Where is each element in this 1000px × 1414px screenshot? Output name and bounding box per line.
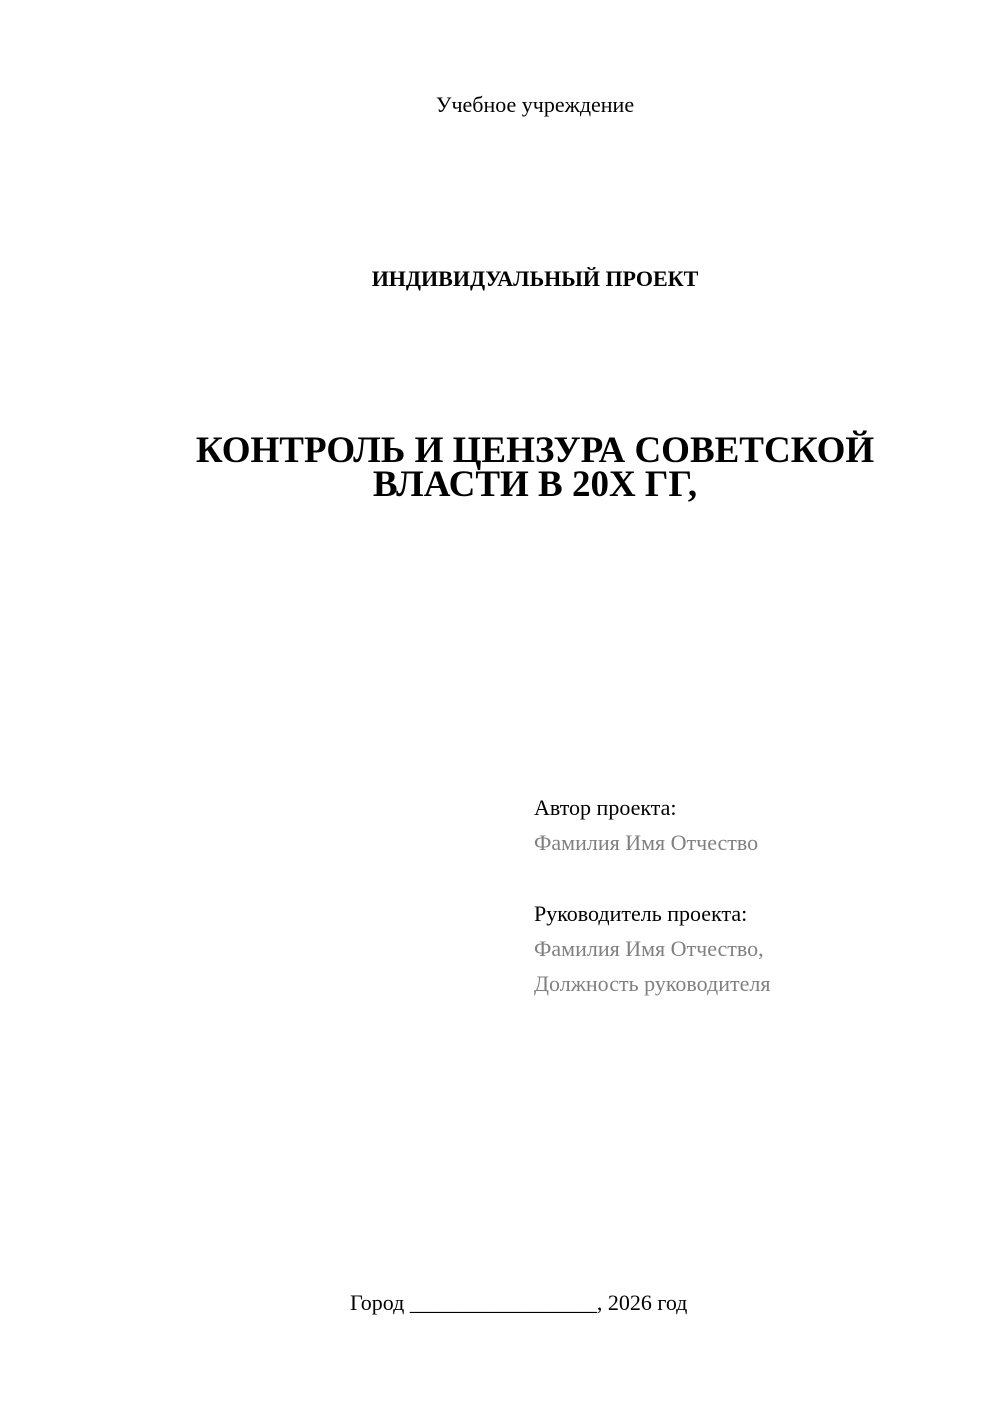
author-label: Автор проекта:	[534, 795, 677, 820]
project-title-line-2: ВЛАСТИ В 20Х ГГ,	[372, 464, 698, 505]
supervisor-name: Фамилия Имя Отчество,	[534, 936, 764, 961]
project-title-line-1: КОНТРОЛЬ И ЦЕНЗУРА СОВЕТСКОЙ	[195, 430, 875, 471]
spacer	[534, 860, 770, 896]
project-info-block	[534, 790, 770, 1001]
project-title	[0, 430, 1000, 505]
institution-name: Учебное учреждение	[435, 92, 635, 117]
project-type-heading: ИНДИВИДУАЛЬНЫЙ ПРОЕКТ	[371, 266, 699, 291]
city-year-footer: Город _________________, 2026 год	[350, 1290, 688, 1315]
supervisor-label: Руководитель проекта:	[534, 901, 748, 926]
supervisor-position: Должность руководителя	[534, 971, 771, 996]
author-name: Фамилия Имя Отчество	[534, 830, 759, 855]
